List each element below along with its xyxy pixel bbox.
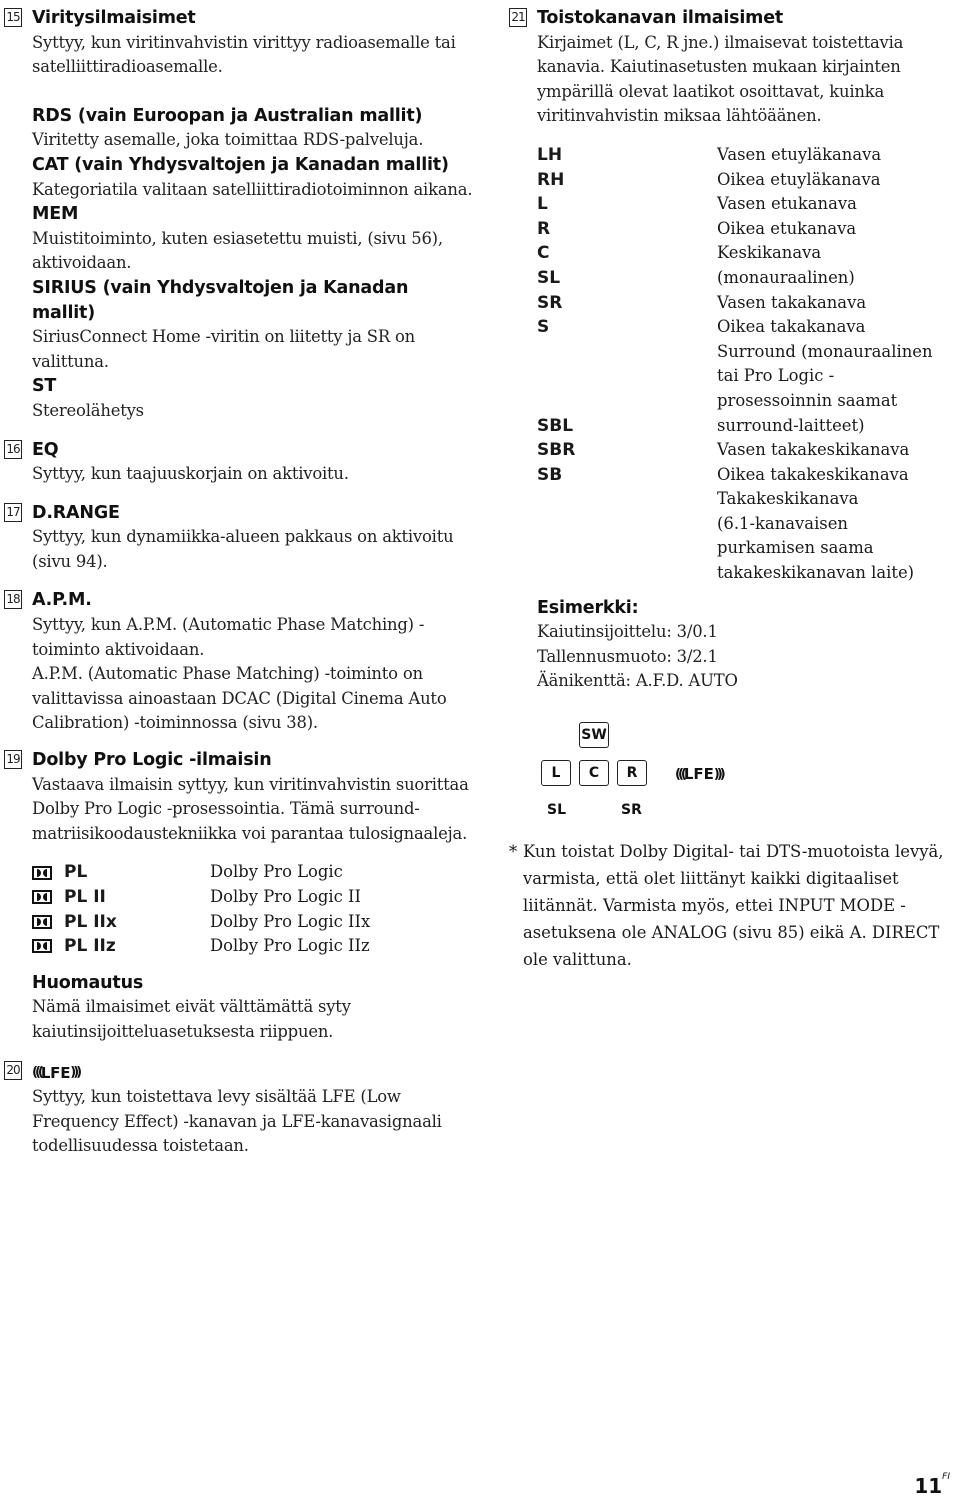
item-title: A.P.M. bbox=[32, 590, 92, 611]
channel-desc: (6.1-kanavaisen bbox=[717, 513, 848, 533]
page-number: $11^{FI}$ bbox=[914, 1472, 950, 1498]
channel-desc: purkamisen saama bbox=[717, 538, 874, 558]
cat-desc: Kategoriatila valitaan satelliittiradiotoiminnon aikana. bbox=[32, 179, 473, 199]
example-heading: Esimerkki: bbox=[537, 597, 639, 618]
cat-heading: CAT (vain Yhdysvaltojen ja Kanadan mallit) bbox=[32, 154, 449, 175]
note-heading: Huomautus bbox=[32, 972, 144, 993]
example-line: Äänikenttä: A.F.D. AUTO bbox=[537, 671, 738, 691]
item-title: Viritysilmaisimet bbox=[32, 8, 196, 28]
rds-desc: Viritetty asemalle, joka toimittaa RDS-palveluja. bbox=[32, 130, 424, 150]
channel-descriptions bbox=[717, 143, 955, 586]
channel-desc: Oikea takakeskikanava bbox=[717, 464, 909, 484]
item-21 bbox=[509, 6, 955, 694]
channel-code: LH bbox=[537, 144, 563, 165]
channel-desc: tai Pro Logic - bbox=[717, 366, 835, 386]
mode-name: Dolby Pro Logic bbox=[210, 862, 343, 882]
item-desc: Syttyy, kun toistettava levy sisältää LFE (Low Frequency Effect) -kanavan ja LFE-kanavasignaali todellisuudessa toistetaan. bbox=[32, 1087, 442, 1156]
item-desc: Vastaava ilmaisin syttyy, kun viritinvahvistin suorittaa Dolby Pro Logic -prosessointia. Tämä surround-matriisikoodaustekniikka voi parantaa tulosignaaleja. bbox=[32, 774, 469, 843]
channel-codes bbox=[537, 143, 717, 586]
left-column bbox=[4, 6, 474, 1159]
dolby-icon bbox=[32, 890, 52, 904]
item-title: Dolby Pro Logic -ilmaisin bbox=[32, 750, 272, 771]
item-19 bbox=[4, 748, 474, 1045]
channel-desc: Takakeskikanava bbox=[717, 489, 859, 509]
r-box: R bbox=[617, 760, 647, 786]
channel-desc: takakeskikanavan laite) bbox=[717, 563, 915, 583]
item-desc: Syttyy, kun dynamiikka-alueen pakkaus on aktivoitu (sivu 94). bbox=[32, 527, 454, 571]
item-17 bbox=[4, 501, 474, 575]
sw-box: SW bbox=[579, 722, 609, 748]
c-box: C bbox=[579, 760, 609, 786]
mode-code: PL II bbox=[32, 885, 210, 910]
channel-desc: Keskikanava bbox=[717, 243, 822, 263]
channel-code: RH bbox=[537, 169, 565, 190]
item-20 bbox=[4, 1059, 474, 1159]
channel-desc: Vasen etuyläkanava bbox=[717, 144, 882, 164]
example-line: Tallennusmuoto: 3/2.1 bbox=[537, 646, 718, 666]
lfe-indicator-icon: ((( LFE ))) bbox=[675, 765, 723, 783]
item-title: EQ bbox=[32, 439, 59, 460]
channel-code bbox=[537, 364, 717, 389]
channel-desc: prosessoinnin saamat bbox=[717, 390, 898, 410]
item-number: 18 bbox=[4, 590, 22, 609]
channel-code: SL bbox=[537, 267, 561, 288]
item-number: 15 bbox=[4, 8, 22, 27]
item-number: 17 bbox=[4, 503, 22, 522]
item-number: 16 bbox=[4, 440, 22, 459]
channel-code: L bbox=[537, 194, 548, 215]
right-column bbox=[509, 6, 955, 969]
item-title: Toistokanavan ilmaisimet bbox=[537, 8, 784, 28]
channel-desc: Oikea etukanava bbox=[717, 218, 857, 238]
channel-code bbox=[537, 340, 717, 365]
channel-code: SBL bbox=[537, 415, 574, 436]
channel-desc: (monauraalinen) bbox=[717, 267, 855, 287]
mode-name: Dolby Pro Logic IIx bbox=[210, 911, 371, 931]
mode-code: PL IIz bbox=[32, 934, 210, 959]
mode-name: Dolby Pro Logic II bbox=[210, 887, 361, 906]
item-title bbox=[32, 1059, 474, 1086]
sirius-heading: SIRIUS (vain Yhdysvaltojen ja Kanadan mallit) bbox=[32, 277, 409, 323]
item-15 bbox=[4, 6, 474, 424]
sl-label: SL bbox=[547, 802, 567, 818]
pro-logic-modes bbox=[32, 860, 474, 958]
channel-desc: Vasen takakeskikanava bbox=[717, 440, 910, 460]
item-desc-2: A.P.M. (Automatic Phase Matching) -toiminto on valittavissa ainoastaan DCAC (Digital Cinema Auto Calibration) -toiminnossa (sivu 38). bbox=[32, 664, 447, 733]
item-desc: Syttyy, kun viritinvahvistin virittyy radioasemalle tai satelliittiradioasemalle. bbox=[32, 32, 456, 77]
item-18 bbox=[4, 588, 474, 736]
dolby-icon bbox=[32, 866, 52, 880]
mode-code: PL IIx bbox=[32, 910, 210, 935]
item-number: 21 bbox=[509, 8, 527, 27]
item-number: 20 bbox=[4, 1061, 22, 1080]
channel-desc: Vasen takakanava bbox=[717, 292, 867, 312]
l-box: L bbox=[541, 760, 571, 786]
item-16 bbox=[4, 438, 474, 487]
channel-code: R bbox=[537, 218, 551, 239]
example-line: Kaiutinsijoittelu: 3/0.1 bbox=[537, 622, 718, 642]
dolby-icon bbox=[32, 939, 52, 953]
lfe-icon: ((( LFE ))) bbox=[32, 1063, 80, 1082]
channel-desc: surround-laitteet) bbox=[717, 415, 865, 435]
sirius-desc: SiriusConnect Home -viritin on liitetty ja SR on valittuna. bbox=[32, 327, 415, 371]
channel-desc: Oikea takakanava bbox=[717, 317, 866, 337]
channel-desc: Vasen etukanava bbox=[717, 194, 857, 214]
channel-code: C bbox=[537, 243, 550, 264]
channel-code: SB bbox=[537, 464, 563, 485]
footnote bbox=[509, 838, 955, 973]
language-code: FI bbox=[942, 1472, 950, 1482]
sr-label: SR bbox=[621, 802, 642, 818]
note-desc: Nämä ilmaisimet eivät välttämättä syty kaiutinsijoitteluasetuksesta riippuen. bbox=[32, 997, 351, 1041]
item-number: 19 bbox=[4, 750, 22, 769]
channel-desc: Oikea etuyläkanava bbox=[717, 169, 881, 189]
footnote-text: Kun toistat Dolby Digital- tai DTS-muotoista levyä, varmista, että olet liittänyt kaikki digitaaliset liitännät. Varmista myös, ettei INPUT MODE -asetuksena ole ANALOG (sivu 85) eikä A. DIRECT ole valittuna. bbox=[523, 842, 944, 969]
mode-name: Dolby Pro Logic IIz bbox=[210, 936, 370, 956]
channel-code: SBR bbox=[537, 440, 576, 461]
st-desc: Stereolähetys bbox=[32, 400, 144, 420]
dolby-icon bbox=[32, 915, 52, 929]
item-title: D.RANGE bbox=[32, 502, 120, 523]
st-heading: ST bbox=[32, 376, 57, 397]
mem-desc: Muistitoiminto, kuten esiasetettu muisti, (sivu 56), aktivoidaan. bbox=[32, 228, 443, 273]
mode-code: PL bbox=[32, 860, 210, 885]
item-desc: Kirjaimet (L, C, R jne.) ilmaisevat toistettavia kanavia. Kaiutinasetusten mukaan kirjainten ympärillä olevat laatikot osoittavat, kuinka viritinvahvistin miksaa lähtöäänen. bbox=[537, 32, 904, 126]
channel-code: S bbox=[537, 317, 550, 338]
channel-desc: Surround (monauraalinen bbox=[717, 341, 933, 361]
footnote-marker: * bbox=[509, 842, 518, 861]
item-desc: Syttyy, kun A.P.M. (Automatic Phase Matching) -toiminto aktivoidaan. bbox=[32, 615, 425, 659]
channel-table bbox=[537, 143, 955, 586]
rds-heading: RDS (vain Euroopan ja Australian mallit) bbox=[32, 105, 423, 126]
item-desc: Syttyy, kun taajuuskorjain on aktivoitu. bbox=[32, 464, 349, 484]
channel-code bbox=[537, 389, 717, 414]
mem-heading: MEM bbox=[32, 204, 79, 225]
channel-code: SR bbox=[537, 292, 563, 313]
channel-indicator-diagram bbox=[541, 718, 761, 828]
